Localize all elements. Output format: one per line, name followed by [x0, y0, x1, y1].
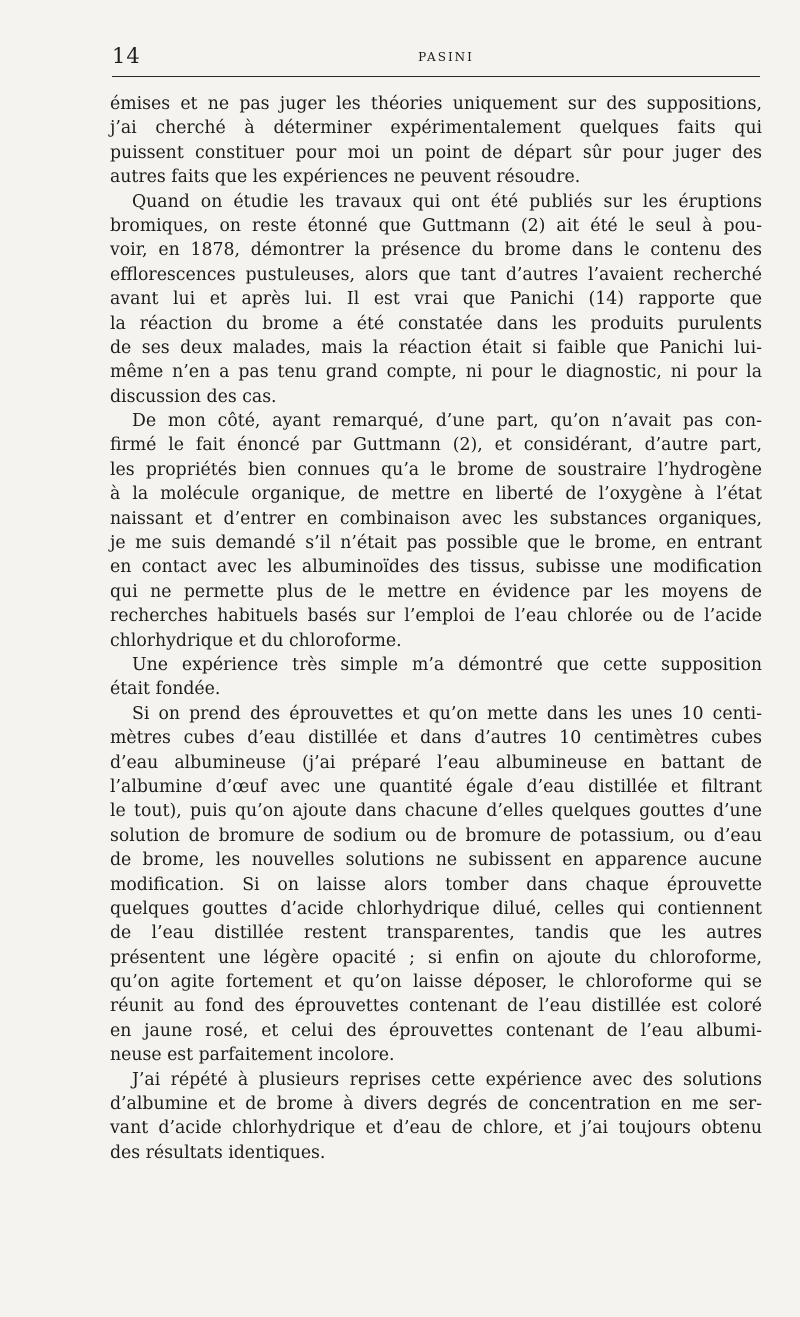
text-line: de l’eau distillée restent transparentes, tandis que les autres [110, 923, 762, 944]
text-line: bromiques, on reste étonné que Guttmann (2) ait été le seul à pou- [110, 215, 762, 236]
text-line: J’ai répété à plusieurs reprises cette expérience avec des solutions [132, 1069, 762, 1090]
text-line: Quand on étudie les travaux qui ont été publiés sur les éruptions [132, 191, 762, 212]
text-line: vant d’acide chlorhydrique et d’eau de chlore, et j’ai toujours obtenu [110, 1118, 762, 1139]
text-line: firmé le fait énoncé par Guttmann (2), et considérant, d’autre part, [110, 435, 762, 456]
text-line: solution de bromure de sodium ou de bromure de potassium, ou d’eau [110, 825, 762, 846]
text-line: quelques gouttes d’acide chlorhydrique dilué, celles qui contiennent [110, 898, 762, 919]
text-line: en contact avec les albuminoïdes des tissus, subisse une modification [110, 557, 762, 578]
text-line: de brome, les nouvelles solutions ne subissent en apparence aucune [110, 850, 762, 871]
text-line: d’eau albumineuse (j’ai préparé l’eau albumineuse en battant de [110, 752, 762, 773]
text-line: je me suis demandé s’il n’était pas possible que le brome, en entrant [110, 533, 762, 554]
text-line: à la molécule organique, de mettre en liberté de l’oxygène à l’état [110, 484, 762, 505]
running-head: PASINI [418, 50, 474, 64]
text-line: l’albumine d’œuf avec une quantité égale d’eau distillée et filtrant [110, 776, 762, 797]
text-line: Une expérience très simple m’a démontré que cette supposition [132, 654, 762, 675]
text-line: neuse est parfaitement incolore. [110, 1045, 395, 1066]
text-line: modification. Si on laisse alors tomber dans chaque éprouvette [110, 874, 762, 895]
text-line: le tout), puis qu’on ajoute dans chacune d’elles quelques gouttes d’une [110, 801, 762, 822]
text-line: présentent une légère opacité ; si enfin on ajoute du chloroforme, [110, 947, 762, 968]
text-line: qui ne permette plus de le mettre en évidence par les moyens de [110, 581, 762, 602]
text-line: De mon côté, ayant remarqué, d’une part, qu’on n’avait pas con- [132, 411, 762, 432]
text-line: recherches habituels basés sur l’emploi de l’eau chlorée ou de l’acide [110, 606, 762, 627]
text-line: était fondée. [110, 679, 221, 700]
page-header [112, 44, 760, 68]
page-number: 14 [112, 44, 141, 68]
text-line: les propriétés bien connues qu’a le brome de soustraire l’hydrogène [110, 459, 762, 480]
text-line: d’albumine et de brome à divers degrés de concentration en me ser- [110, 1094, 762, 1115]
text-line: puissent constituer pour moi un point de départ sûr pour juger des [110, 142, 762, 163]
text-line: des résultats identiques. [110, 1142, 326, 1163]
text-line: discussion des cas. [110, 386, 277, 407]
text-line: voir, en 1878, démontrer la présence du brome dans le contenu des [110, 240, 762, 261]
text-line: avant lui et après lui. Il est vrai que Panichi (14) rapporte que [110, 289, 762, 310]
text-line: mètres cubes d’eau distillée et dans d’autres 10 centimètres cubes [110, 728, 762, 749]
text-line: réunit au fond des éprouvettes contenant de l’eau distillée est coloré [110, 996, 762, 1017]
text-line: en jaune rosé, et celui des éprouvettes contenant de l’eau albumi- [110, 1020, 762, 1041]
header-rule [112, 76, 760, 77]
body-text [110, 92, 762, 1165]
text-line: autres faits que les expériences ne peuvent résoudre. [110, 167, 581, 188]
text-line: la réaction du brome a été constatée dans les produits purulents [110, 313, 762, 334]
text-line: efflorescences pustuleuses, alors que tant d’autres l’avaient recherché [110, 264, 762, 285]
text-line: de ses deux malades, mais la réaction était si faible que Panichi lui- [110, 337, 762, 358]
text-line: même n’en a pas tenu grand compte, ni pour le diagnostic, ni pour la [110, 362, 762, 383]
text-line: qu’on agite fortement et qu’on laisse déposer, le chloroforme qui se [110, 972, 762, 993]
text-line: naissant et d’entrer en combinaison avec les substances organiques, [110, 508, 762, 529]
text-line: Si on prend des éprouvettes et qu’on mette dans les unes 10 centi- [132, 703, 762, 724]
text-line: émises et ne pas juger les théories uniquement sur des suppositions, [110, 94, 762, 114]
text-line: chlorhydrique et du chloroforme. [110, 630, 402, 651]
text-line: j’ai cherché à déterminer expérimentalement quelques faits qui [110, 118, 762, 139]
